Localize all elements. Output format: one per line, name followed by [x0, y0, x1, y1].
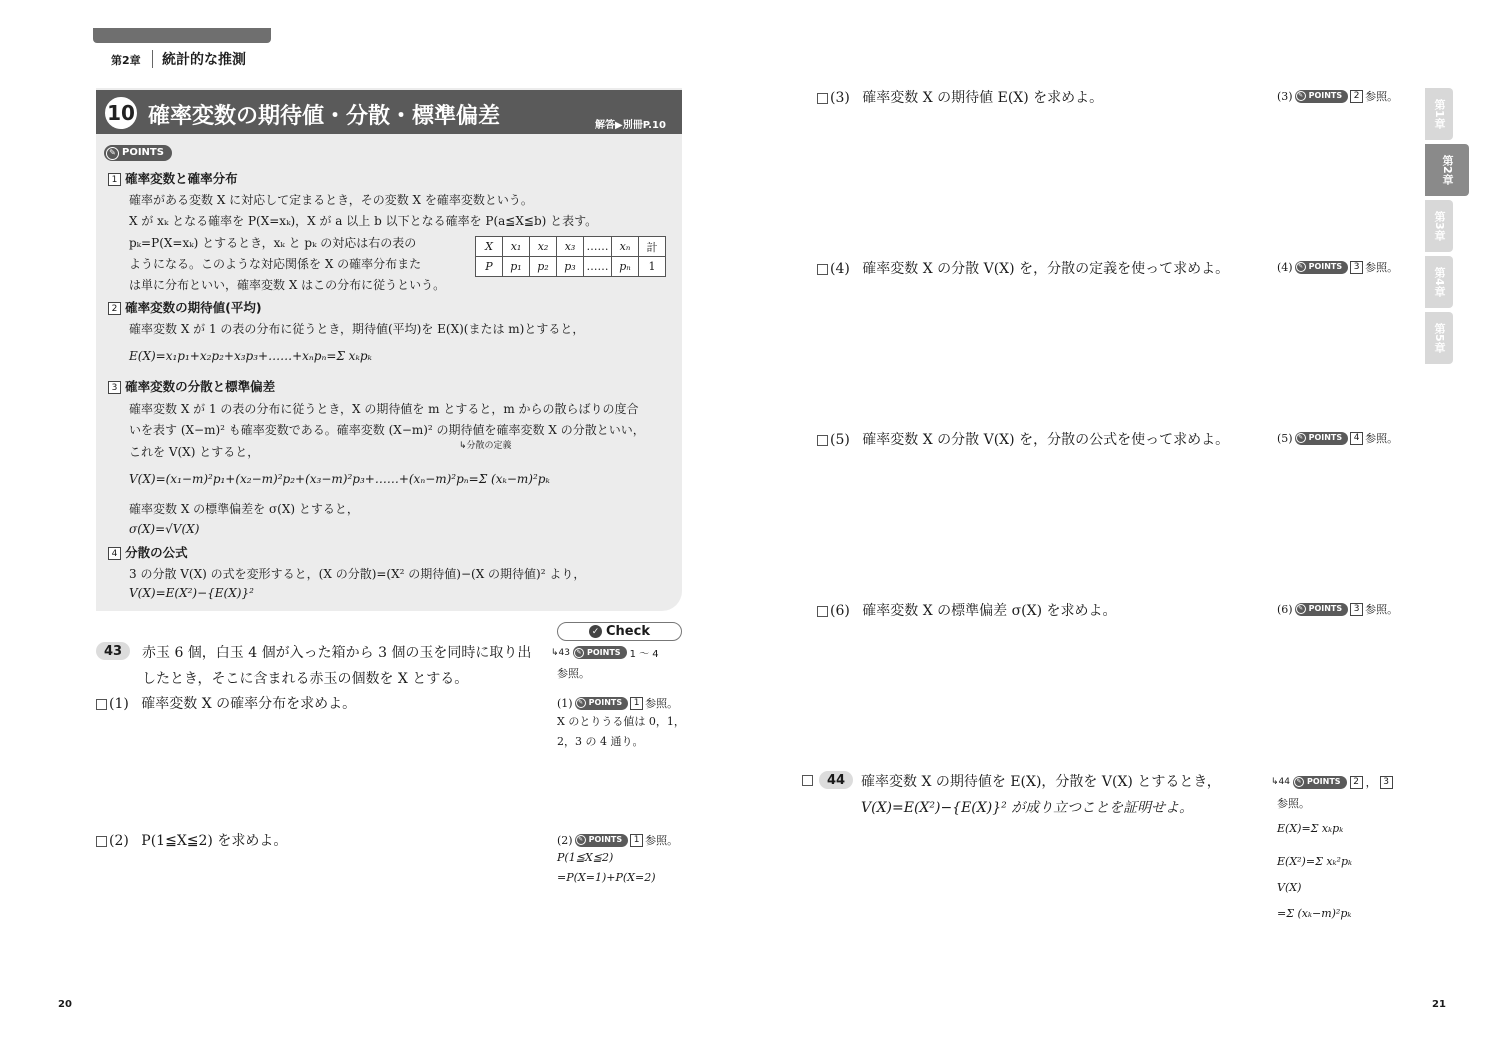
pencil-icon: ✎: [1294, 777, 1304, 787]
point-line: これを V(X) とすると，: [129, 445, 260, 459]
point-number-box: 1: [108, 173, 121, 186]
part-text: 確率変数 X の分散 V(X) を，分散の公式を使って求めよ。: [862, 432, 1230, 448]
table-cell: p₂: [530, 257, 557, 277]
chapter-title: 統計的な推測: [162, 52, 246, 68]
hint-3: [1277, 88, 1398, 104]
point-formula: σ(X)=√V(X): [129, 522, 200, 536]
point-item-4-heading: [108, 543, 188, 561]
point-formula: V(X)=E(X²)−{E(X)}²: [129, 586, 254, 600]
points-badge-small: [1295, 90, 1349, 103]
problem-number: 43: [96, 642, 130, 660]
part-text: 確率変数 X の確率分布を求めよ。: [141, 696, 357, 712]
points-badge-label: POINTS: [1308, 91, 1343, 100]
hint-4: [1277, 259, 1398, 275]
point-line: ようになる。このような対応関係を X の確率分布また: [129, 257, 422, 271]
points-badge-label: POINTS: [122, 147, 164, 158]
pencil-icon: ✎: [576, 835, 586, 845]
hint-line: P(1≦X≦2): [557, 851, 614, 864]
table-cell: x₃: [557, 237, 584, 257]
points-badge-small: [1295, 603, 1349, 616]
point-number-box: 4: [108, 547, 121, 560]
pencil-icon: ✎: [576, 698, 586, 708]
part-label: (3): [830, 90, 850, 106]
problem-number: 44: [819, 771, 853, 789]
checkbox-icon[interactable]: [96, 699, 107, 710]
table-cell: ……: [584, 237, 612, 257]
hint-line: X のとりうる値は 0，1，: [557, 715, 685, 728]
point-heading: 確率変数と確率分布: [125, 171, 238, 186]
hint-number-box: 3: [1350, 603, 1363, 616]
part-label: (1): [109, 696, 129, 712]
problem-stem: 赤玉 6 個，白玉 4 個が入った箱から 3 個の玉を同時に取り出: [142, 645, 532, 661]
answer-reference: 解答▶別冊P.10: [595, 120, 666, 131]
part-text: 確率変数 X の期待値 E(X) を求めよ。: [862, 90, 1104, 106]
points-badge-small: [1295, 432, 1349, 445]
chapter-tab-3[interactable]: 第3章: [1425, 200, 1453, 252]
points-badge-label: POINTS: [1308, 433, 1343, 442]
point-line: 確率がある変数 X に対応して定まるとき，その変数 X を確率変数という。: [129, 193, 533, 207]
point-line: 確率変数 X が 1 の表の分布に従うとき，期待値(平均)を E(X)(または m)とすると，: [129, 322, 585, 336]
point-item-2-heading: [108, 298, 262, 316]
point-line: 3 の分散 V(X) の式を変形すると，(X の分散)=(X² の期待値)−(X の期待値)² より，: [129, 567, 586, 581]
problem-43-ref: [551, 645, 659, 660]
part-label: (6): [830, 603, 850, 619]
hint-label: (5): [1277, 431, 1293, 445]
ref-range: 1 ～ 4: [629, 649, 659, 660]
chapter-tab-5[interactable]: 第5章: [1425, 312, 1453, 364]
pencil-icon: ✎: [574, 648, 584, 658]
hint-label: (2): [557, 833, 573, 847]
hint-1: [557, 695, 678, 711]
points-badge-small: [575, 834, 629, 847]
point-number-box: 3: [108, 381, 121, 394]
table-cell: x₂: [530, 237, 557, 257]
checkbox-icon[interactable]: [817, 606, 828, 617]
point-formula: V(X)=(x₁−m)²p₁+(x₂−m)²p₂+(x₃−m)²p₃+……+(xₙ−m)²pₙ=Σ (xₖ−m)²pₖ: [129, 472, 550, 486]
header-bar: [93, 28, 271, 43]
check-header: [557, 622, 682, 641]
hint-line: 参照。: [645, 834, 679, 847]
chapter-tab-1[interactable]: 第1章: [1425, 88, 1453, 140]
hint-label: (1): [557, 696, 573, 710]
point-heading: 分散の公式: [125, 545, 188, 560]
problem-44-stem: V(X)=E(X²)−{E(X)}² が成り立つことを証明せよ。: [861, 800, 1194, 816]
part-label: (4): [830, 261, 850, 277]
point-line: pₖ=P(X=xₖ) とするとき，xₖ と pₖ の対応は右の表の: [129, 236, 417, 250]
point-heading: 確率変数の期待値(平均): [125, 300, 262, 315]
hint-label: (3): [1277, 89, 1293, 103]
problem-stem: したとき，そこに含まれる赤玉の個数を X とする。: [142, 671, 469, 687]
definition-note: ↳分散の定義: [459, 441, 512, 451]
hint-number-box: 2: [1350, 90, 1363, 103]
points-badge-small: [575, 697, 629, 710]
hint-line: 2，3 の 4 通り。: [557, 735, 644, 748]
point-number-box: 2: [108, 302, 121, 315]
hint-number-box: 1: [630, 834, 643, 847]
hint-line: 参照。: [645, 697, 679, 710]
problem-44-stem: 確率変数 X の期待値を E(X)，分散を V(X) とするとき，: [861, 774, 1221, 790]
problem-part-3: [817, 87, 1103, 107]
point-formula: E(X)=x₁p₁+x₂p₂+x₃p₃+……+xₙpₙ=Σ xₖpₖ: [129, 349, 372, 363]
points-badge-label: POINTS: [587, 647, 621, 657]
point-line: は単に分布といい，確率変数 X はこの分布に従うという。: [129, 278, 446, 292]
problem-part-6: [817, 600, 1117, 620]
hint-line: 参照。: [1277, 797, 1310, 810]
hint-label: (4): [1277, 260, 1293, 274]
table-cell: 1: [639, 257, 666, 277]
hint-line: 参照。: [1365, 603, 1399, 616]
checkbox-icon[interactable]: [96, 836, 107, 847]
pencil-icon: ✎: [1296, 91, 1306, 101]
points-badge: [104, 144, 172, 161]
points-badge-label: POINTS: [588, 835, 623, 844]
problem-43-number: [96, 642, 130, 660]
points-badge-label: POINTS: [1308, 604, 1343, 613]
hint-line: 参照。: [1365, 261, 1399, 274]
point-heading: 確率変数の分散と標準偏差: [125, 379, 276, 394]
table-cell: 計: [639, 237, 666, 257]
pencil-icon: ✎: [1296, 604, 1306, 614]
part-label: (5): [830, 432, 850, 448]
point-line: いを表す (X−m)² も確率変数である。確率変数 (X−m)² の期待値を確率変数 X の分散といい，: [129, 423, 645, 437]
part-label: (2): [109, 833, 129, 849]
point-line: X が xₖ となる確率を P(X=xₖ)，X が a 以上 b 以下となる確率を P(a≦X≦b) と表す。: [129, 214, 598, 228]
point-item-1-heading: [108, 169, 238, 187]
pencil-icon: ✎: [1296, 433, 1306, 443]
checkbox-icon[interactable]: [802, 775, 813, 786]
part-text: P(1≦X≦2) を求めよ。: [141, 833, 288, 849]
ref-arrow: ↳43: [551, 647, 570, 658]
chapter-label: 第2章: [111, 54, 141, 67]
hint-line: E(X²)=Σ xₖ²pₖ: [1277, 855, 1353, 868]
hint-line: 参照。: [1365, 90, 1399, 103]
hint-2: [557, 832, 678, 848]
table-row: [476, 237, 666, 257]
hint-number-box: 2: [1350, 776, 1363, 789]
point-item-3-heading: [108, 377, 275, 395]
table-cell: p₃: [557, 257, 584, 277]
points-badge-small: [1293, 776, 1347, 789]
table-cell: x₁: [503, 237, 530, 257]
points-badge-label: POINTS: [1308, 262, 1343, 271]
problem-part-4: [817, 258, 1229, 278]
ref-suffix: 参照。: [557, 667, 590, 680]
checkmark-icon: ✓: [589, 625, 602, 638]
points-badge-label: POINTS: [1307, 777, 1341, 786]
point-line: 確率変数 X の標準偏差を σ(X) とすると，: [129, 502, 359, 516]
table-cell: ……: [584, 257, 612, 277]
section-number: 10: [102, 94, 140, 132]
part-text: 確率変数 X の標準偏差 σ(X) を求めよ。: [862, 603, 1117, 619]
hint-line: 参照。: [1365, 432, 1399, 445]
points-badge-small: [1295, 261, 1349, 274]
hint-number-box: 3: [1380, 776, 1393, 789]
hint-line: V(X): [1277, 881, 1302, 894]
points-badge-small: [573, 646, 627, 659]
section-title: 確率変数の期待値・分散・標準偏差: [148, 104, 501, 129]
hint-number-box: 3: [1350, 261, 1363, 274]
pencil-icon: ✎: [1296, 262, 1306, 272]
hint-line: E(X)=Σ xₖpₖ: [1277, 822, 1344, 835]
problem-part-2: [96, 830, 287, 850]
part-text: 確率変数 X の分散 V(X) を，分散の定義を使って求めよ。: [862, 261, 1230, 277]
ref-arrow: ↳44: [1271, 777, 1290, 787]
page-number-right: 21: [1432, 999, 1446, 1010]
point-line: 確率変数 X が 1 の表の分布に従うとき，X の期待値を m とすると，m からの散らばりの度合: [129, 402, 639, 416]
checkbox-icon[interactable]: [817, 93, 828, 104]
table-cell: pₙ: [612, 257, 639, 277]
chapter-tab-4[interactable]: 第4章: [1425, 256, 1453, 308]
checkbox-icon[interactable]: [817, 435, 828, 446]
table-row: [476, 257, 666, 277]
table-cell: P: [476, 257, 503, 277]
hint-line: =P(X=1)+P(X=2): [557, 871, 656, 884]
checkbox-icon[interactable]: [817, 264, 828, 275]
check-label: Check: [606, 624, 650, 639]
table-cell: xₙ: [612, 237, 639, 257]
distribution-table: [475, 236, 666, 277]
table-cell: X: [476, 237, 503, 257]
chapter-divider: [152, 50, 153, 68]
hint-number-box: 4: [1350, 432, 1363, 445]
pencil-icon: ✎: [106, 147, 119, 160]
chapter-tab-2[interactable]: 第2章: [1425, 144, 1469, 196]
problem-part-1: [96, 693, 356, 713]
page-number-left: 20: [58, 999, 72, 1010]
problem-44-ref: ↳44 ✎ POINTS 2 ， 3: [1271, 774, 1393, 790]
hint-5: [1277, 430, 1398, 446]
hint-label: (6): [1277, 602, 1293, 616]
hint-6: [1277, 601, 1398, 617]
table-cell: p₁: [503, 257, 530, 277]
problem-part-5: [817, 429, 1229, 449]
hint-number-box: 1: [630, 697, 643, 710]
hint-line: =Σ (xₖ−m)²pₖ: [1277, 907, 1352, 920]
points-badge-label: POINTS: [588, 698, 623, 707]
problem-44-number: [802, 771, 853, 789]
